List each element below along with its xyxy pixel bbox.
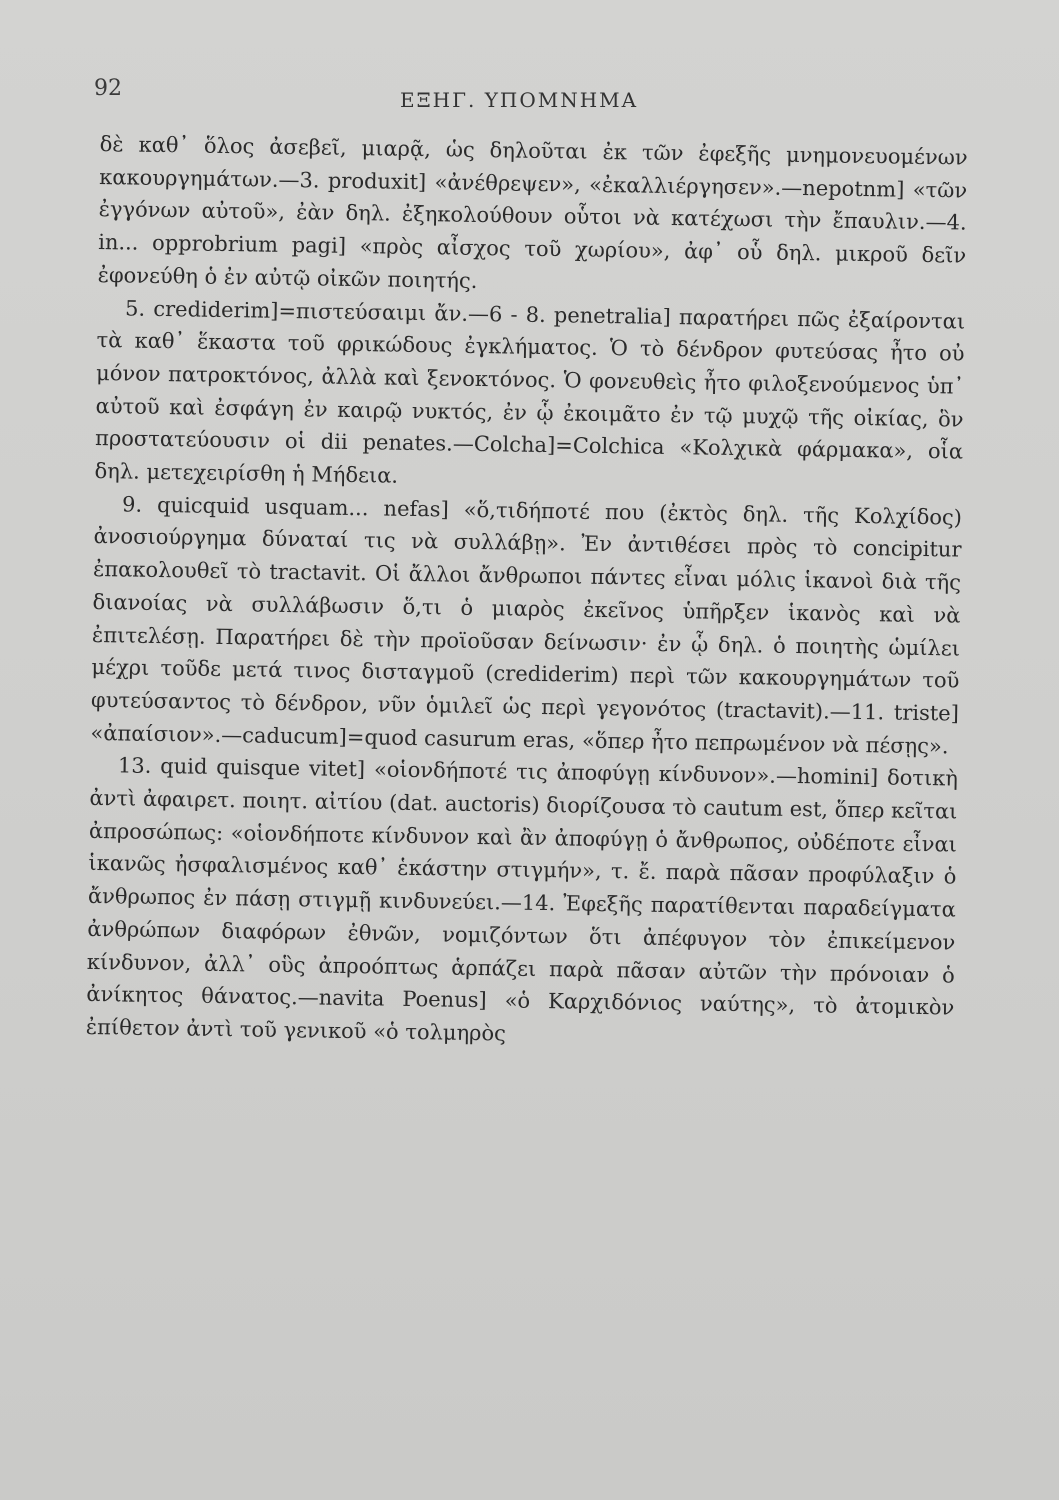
paragraph-3: 9. quicquid usquam... nefas] «ὅ,τιδήποτέ που (ἐκτὸς δηλ. τῆς Κολχίδος) ἀνοσιούργημα δύναταί τις νὰ συλλάβῃ». Ἐν ἀντιθέσει πρὸς τὸ concipitur ἐπακολουθεῖ τὸ tractavit. Οἱ ἄλλοι ἄνθρωποι πάντες εἶναι μόλις ἱκανοὶ διὰ τῆς διανοίας νὰ συλλάβωσιν ὅ,τι ὁ μιαρὸς ἐκεῖνος ὑπῆρξεν ἱκανὸς καὶ νὰ ἐπιτελέσῃ. Παρατήρει δὲ τὴν προϊοῦσαν δείνωσιν· ἐν ᾧ δηλ. ὁ ποιητὴς ὡμίλει μέχρι τοῦδε μετά τινος δισταγμοῦ (crediderim) περὶ τῶν κακουργημάτων τοῦ φυτεύσαντος τὸ δένδρον, νῦν ὁμιλεῖ ὡς περὶ γεγονότος (tractavit).—11. triste] «ἀπαίσιον».—caducum]=quod casurum eras, «ὅπερ ἦτο πεπρωμένον νὰ πέσῃς».	[90, 492, 963, 759]
paragraph-2: 5. crediderim]=πιστεύσαιμι ἄν.—6 - 8. penetralia] παρατήρει πῶς ἐξαίρονται τὰ καθ᾽ ἕκαστα τοῦ φρικώδους ἐγκλήματος. Ὁ τὸ δένδρον φυτεύσας ἦτο οὐ μόνον πατροκτόνος, ἀλλὰ καὶ ξενοκτόνος. Ὁ φονευθεὶς ἦτο φιλοξενούμενος ὑπ᾽ αὐτοῦ καὶ ἐσφάγη ἐν καιρῷ νυκτός, ἐν ᾧ ἐκοιμᾶτο ἐν τῷ μυχῷ τῆς οἰκίας, ὃν προστατεύουσιν οἱ dii penates.—Colcha]=Colchica «Κολχικὰ φάρμακα», οἷα δηλ. μετεχειρίσθη ἡ Μήδεια.	[94, 295, 966, 488]
commentary-body	[86, 128, 968, 1057]
page-header	[90, 70, 970, 110]
running-head: ΕΞΗΓ. ΥΠΟΜΝΗΜΑ	[400, 88, 639, 112]
page-number: 92	[94, 76, 122, 101]
paragraph-4: 13. quid quisque vitet] «οἱονδήποτέ τις ἀποφύγῃ κίνδυνον».—homini] δοτικὴ ἀντὶ ἀφαιρετ. ποιητ. αἰτίου (dat. auctoris) διορίζουσα τὸ cautum est, ὅπερ κεῖται ἀπροσώπως: «οἱονδήποτε κίνδυνον καὶ ἂν ἀποφύγῃ ὁ ἄνθρωπος, οὐδέποτε εἶναι ἱκανῶς ἠσφαλισμένος καθ᾽ ἑκάστην στιγμήν», τ. ἔ. παρὰ πᾶσαν προφύλαξιν ὁ ἄνθρωπος ἐν πάσῃ στιγμῇ κινδυνεύει.—14. Ἐφεξῆς παρατίθενται παραδείγματα ἀνθρώπων διαφόρων ἐθνῶν, νομιζόντων ὅτι ἀπέφυγον τὸν ἐπικείμενον κίνδυνον, ἀλλ᾽ οὓς ἀπροόπτως ἁρπάζει παρὰ πᾶσαν αὐτῶν τὴν πρόνοιαν ὁ ἀνίκητος θάνατος.—navita Poenus] «ὁ Καρχιδόνιος ναύτης», τὸ ἀτομικὸν ἐπίθετον ἀντὶ τοῦ γενικοῦ «ὁ τολμηρὸς	[85, 753, 959, 1046]
paragraph-1: δὲ καθ᾽ ὅλος ἀσεβεῖ, μιαρᾷ, ὡς δηλοῦται ἐκ τῶν ἐφεξῆς μνημονευομένων κακουργημάτων.—3. produxit] «ἀνέθρεψεν», «ἐκαλλιέργησεν».—nepotnm] «τῶν ἐγγόνων αὐτοῦ», ἐὰν δηλ. ἐξηκολούθουν οὗτοι νὰ κατέχωσι τὴν ἔπαυλιν.—4. in... opprobrium pagi] «πρὸς αἶσχος τοῦ χωρίου», ἀφ᾽ οὗ δηλ. μικροῦ δεῖν ἐφονεύθη ὁ ἐν αὐτῷ οἰκῶν ποιητής.	[97, 131, 968, 293]
